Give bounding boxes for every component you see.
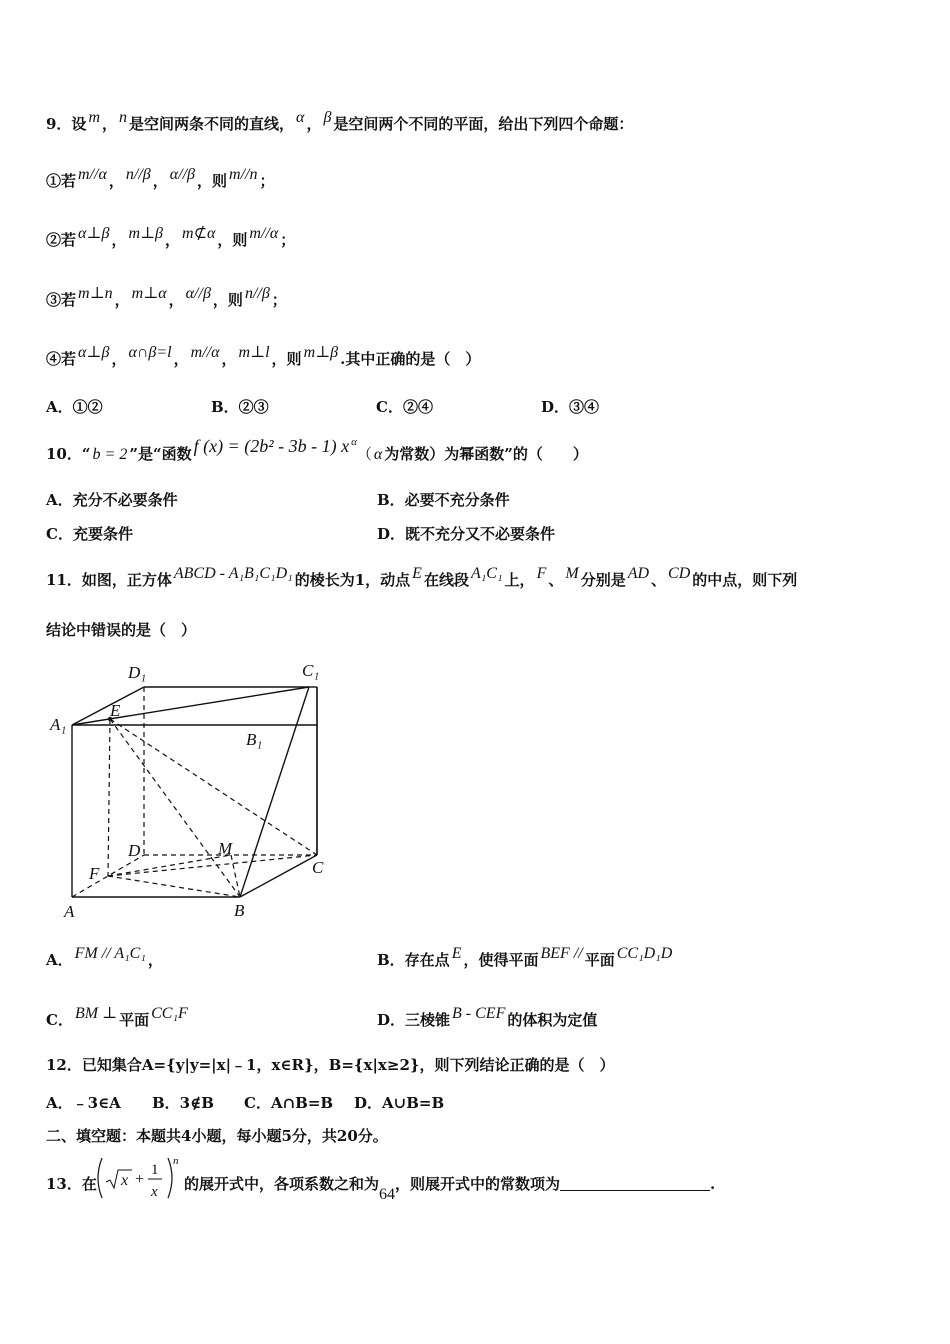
label-e: E <box>110 701 121 720</box>
svg-text:x: x <box>151 1184 158 1200</box>
q13-stem-rest: 的展开式中，各项系数之和为64，则展开式中的常数项为 . <box>184 1175 716 1203</box>
q9-option-c: C．②④ <box>376 398 433 416</box>
q10-option-a: A．充分不必要条件 <box>46 491 178 509</box>
q10-option-b: B．必要不充分条件 <box>377 491 510 509</box>
q11-option-b: B．存在点 E ，使得平面 BEF // 平面 CC₁D₁D <box>377 945 673 969</box>
label-a: A <box>64 902 75 921</box>
q10-option-d: D．既不充分又不必要条件 <box>377 525 556 543</box>
section-heading-fill-in: 二、填空题：本题共4小题，每小题5分，共20分。 <box>46 1127 388 1145</box>
q13-stem: 13．在 <box>46 1175 97 1193</box>
cube-vertex-labels <box>49 661 324 921</box>
q9-stem: 9．设 m ， n 是空间两条不同的直线， α ， β 是空间两个不同的平面，给出下列四个命题： <box>46 109 634 133</box>
label-c1: C₁ <box>302 661 320 680</box>
q9-m: m <box>88 109 100 126</box>
cube-figure <box>44 650 344 925</box>
q9-proposition-4: ④若 α⊥β ， α∩β=l ， m//α ， m⊥l ，则 m⊥β .其中正确的是（ ） <box>46 344 481 368</box>
q9-proposition-3: ③若 m⊥n ， m⊥α ， α//β ，则 n//β ； <box>46 285 287 309</box>
label-d1: D₁ <box>128 663 147 682</box>
svg-text:n: n <box>173 1155 179 1167</box>
label-a1: A₁ <box>50 715 67 734</box>
q12-option-b: B．3∉B <box>152 1094 214 1112</box>
q9-option-b: B．②③ <box>211 398 269 416</box>
q12-option-c: C．A∩B=B <box>244 1094 334 1112</box>
answer-blank[interactable] <box>560 1176 710 1191</box>
label-b: B <box>234 901 245 920</box>
q9-proposition-1: ①若 m//α ， n//β ， α//β ，则 m//n ； <box>46 166 275 190</box>
label-b1: B₁ <box>246 730 263 749</box>
q12-option-d: D．A∪B=B <box>354 1094 445 1112</box>
svg-text:+: + <box>135 1171 145 1188</box>
q12-option-a: A．﹣3∈A <box>46 1094 121 1112</box>
q11-stem-line2: 结论中错误的是（ ） <box>46 621 197 639</box>
q13-binomial-expression <box>94 1152 184 1204</box>
q11-stem: 11．如图，正方体 ABCD - A₁B₁C₁D₁ 的棱长为1，动点 E 在线段 A₁C₁ 上， F 、 M 分别是 AD 、 CD 的中点，则下列 <box>46 565 798 589</box>
q13-x-under-root: x <box>121 1172 129 1189</box>
q11-option-c: C． BM ⊥ 平面 CC₁F <box>46 1005 188 1029</box>
label-f: F <box>89 864 100 883</box>
q11-option-d: D．三棱锥 B - CEF 的体积为定值 <box>377 1005 598 1029</box>
q10-option-c: C．充要条件 <box>46 525 133 543</box>
q10-stem: 10．“ b = 2 ”是“函数 f (x) = (2b² - 3b - 1) x $^\alpha$（ α 为常数）为幂函数”的（ ） <box>46 436 588 463</box>
q12-stem: 12．已知集合A={y|y=|x|﹣1，x∈R}，B={x|x≥2}，则下列结论正确的是（ ） <box>46 1056 615 1074</box>
svg-text:1: 1 <box>151 1162 159 1178</box>
q9-option-d: D．③④ <box>541 398 600 416</box>
label-c: C <box>312 858 324 877</box>
q11-option-a: A． FM // A₁C₁ ， <box>46 945 163 969</box>
label-m: M <box>218 839 233 858</box>
q9-option-a: A．①② <box>46 398 103 416</box>
q9-proposition-2: ②若 α⊥β ， m⊥β ， m⊄α ，则 m//α ； <box>46 225 296 249</box>
label-d: D <box>128 841 141 860</box>
